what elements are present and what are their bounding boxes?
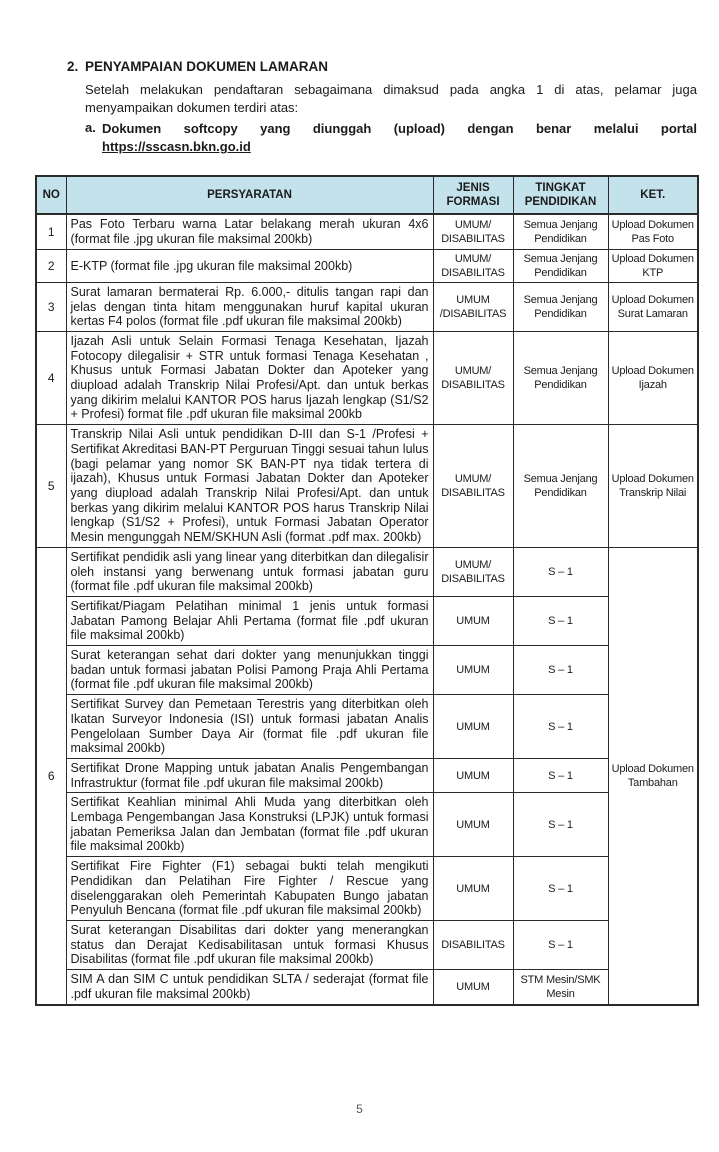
cell-tingkat-pendidikan: S – 1	[513, 646, 608, 695]
table-row-2	[36, 249, 698, 282]
table-row-6-sub-8	[36, 920, 698, 969]
requirements-table	[35, 175, 699, 1006]
cell-jenis-formasi: UMUM	[433, 596, 513, 645]
table-row-6-sub-4	[36, 695, 698, 759]
table-row-5	[36, 425, 698, 548]
table-header-row	[36, 176, 698, 215]
table-row-6-sub-5	[36, 758, 698, 792]
section-heading	[67, 58, 697, 77]
cell-tingkat-pendidikan: S – 1	[513, 920, 608, 969]
list-item-a-text	[102, 120, 697, 157]
table-row-6-sub-1	[36, 547, 698, 596]
table-row-3	[36, 282, 698, 331]
table-row-6-sub-3	[36, 646, 698, 695]
list-item-a-label: a.	[85, 119, 96, 135]
column-header-jenis-formasi: JENIS FORMASI	[433, 176, 513, 215]
cell-tingkat-pendidikan: Semua Jenjang Pendidikan	[513, 249, 608, 282]
cell-persyaratan: Sertifikat pendidik asli yang linear yang diterbitkan dan dilegalisir oleh instansi yang berwenang untuk formasi jabatan guru (format file .pdf ukuran file maksimal 200kb)	[66, 547, 433, 596]
cell-persyaratan: Sertifikat Survey dan Pemetaan Terestris yang diterbitkan oleh Ikatan Surveyor Indonesia (ISI) untuk formasi jabatan Analis Pengelolaan Sumber Daya Air (format file .pdf ukuran file maksimal 200kb)	[66, 695, 433, 759]
cell-jenis-formasi: UMUM	[433, 970, 513, 1005]
cell-ket: Upload Dokumen Pas Foto	[608, 214, 698, 249]
cell-ket: Upload Dokumen Transkrip Nilai	[608, 425, 698, 548]
cell-persyaratan: Sertifikat Fire Fighter (F1) sebagai bukti telah mengikuti Pendidikan dan Pelatihan Fire Fighter / Rescue yang diselenggarakan oleh Pemerintah Kabupaten Bungo jabatan Penyuluh Bencana (format file .pdf ukuran file maksimal 200kb)	[66, 857, 433, 921]
cell-ket: Upload Dokumen Tambahan	[608, 547, 698, 1004]
cell-jenis-formasi: UMUM/ DISABILITAS	[433, 214, 513, 249]
list-item-a	[85, 120, 697, 157]
section-title: PENYAMPAIAN DOKUMEN LAMARAN	[85, 59, 329, 74]
cell-ket: Upload Dokumen Surat Lamaran	[608, 282, 698, 331]
cell-jenis-formasi: UMUM /DISABILITAS	[433, 282, 513, 331]
cell-ket: Upload Dokumen Ijazah	[608, 331, 698, 424]
cell-persyaratan: Transkrip Nilai Asli untuk pendidikan D-III dan S-1 /Profesi + Sertifikat Akreditasi BAN-PT Perguruan Tinggi sesuai tahun lulus (bagi pelamar yang nomor SK BAN-PT nya tidak tertera di ijazah), Khusus untuk Formasi Jabatan Dokter dan Apoteker yang diupload adalah Transkrip Nilai Profesi/Apt. dan untuk berkas yang dikirim melalui KANTOR POS harus Transkrip Nilai lengkap (S1/S2 + Profesi), untuk Formasi Jabatan Operator Mesin mengunggah NEM/SKHUN Asli (format .pdf max. 200kb)	[66, 425, 433, 548]
cell-tingkat-pendidikan: S – 1	[513, 793, 608, 857]
cell-tingkat-pendidikan: S – 1	[513, 857, 608, 921]
page-number: 5	[356, 1102, 363, 1116]
cell-jenis-formasi: UMUM/ DISABILITAS	[433, 547, 513, 596]
cell-jenis-formasi: UMUM	[433, 758, 513, 792]
table-row-6-sub-9	[36, 970, 698, 1005]
cell-no: 1	[36, 214, 66, 249]
column-header-ket: KET.	[608, 176, 698, 215]
cell-persyaratan: E-KTP (format file .jpg ukuran file maksimal 200kb)	[66, 249, 433, 282]
cell-jenis-formasi: UMUM/ DISABILITAS	[433, 249, 513, 282]
cell-persyaratan: Sertifikat/Piagam Pelatihan minimal 1 jenis untuk formasi Jabatan Pamong Belajar Ahli Pertama (format file .pdf ukuran file maksimal 200kb)	[66, 596, 433, 645]
cell-jenis-formasi: UMUM	[433, 793, 513, 857]
column-header-persyaratan: PERSYARATAN	[66, 176, 433, 215]
cell-persyaratan: Surat keterangan sehat dari dokter yang menunjukkan tinggi badan untuk formasi jabatan Polisi Pamong Praja Ahli Pertama (format file .pdf ukuran file maksimal 200kb)	[66, 646, 433, 695]
cell-jenis-formasi: UMUM	[433, 695, 513, 759]
cell-persyaratan: Sertifikat Drone Mapping untuk jabatan Analis Pengembangan Infrastruktur (format file .pdf ukuran file maksimal 200kb)	[66, 758, 433, 792]
cell-persyaratan: Sertifikat Keahlian minimal Ahli Muda yang diterbitkan oleh Lembaga Pengembangan Jasa Konstruksi (LPJK) untuk formasi jabatan Pemeriksa Jalan dan Jembatan (format file .pdf ukuran file maksimal 200kb)	[66, 793, 433, 857]
cell-persyaratan: Surat lamaran bermaterai Rp. 6.000,- ditulis tangan rapi dan jelas dengan tinta hitam menggunakan huruf kapital ukuran kertas F4 polos (format file .pdf ukuran file maksimal 200kb)	[66, 282, 433, 331]
cell-jenis-formasi: UMUM/ DISABILITAS	[433, 425, 513, 548]
cell-no: 2	[36, 249, 66, 282]
item-a-body: Dokumen softcopy yang diunggah (upload) dengan benar melalui portal	[102, 120, 697, 136]
table-row-6-sub-7	[36, 857, 698, 921]
cell-persyaratan: Pas Foto Terbaru warna Latar belakang merah ukuran 4x6 (format file .jpg ukuran file maksimal 200kb)	[66, 214, 433, 249]
cell-tingkat-pendidikan: S – 1	[513, 695, 608, 759]
cell-no: 5	[36, 425, 66, 548]
table-row-6-sub-2	[36, 596, 698, 645]
cell-tingkat-pendidikan: S – 1	[513, 596, 608, 645]
cell-tingkat-pendidikan: S – 1	[513, 547, 608, 596]
cell-tingkat-pendidikan: STM Mesin/SMK Mesin	[513, 970, 608, 1005]
cell-no: 3	[36, 282, 66, 331]
cell-persyaratan: Surat keterangan Disabilitas dari dokter yang menerangkan status dan Derajat Kedisabilitasan untuk formasi Khusus Disabilitas (format file .pdf ukuran file maksimal 200kb)	[66, 920, 433, 969]
section-intro: Setelah melakukan pendaftaran sebagaimana dimaksud pada angka 1 di atas, pelamar juga menyampaikan dokumen terdiri atas:	[85, 81, 697, 116]
cell-persyaratan: Ijazah Asli untuk Selain Formasi Tenaga Kesehatan, Ijazah Fotocopy dilegalisir + STR untuk formasi Tenaga Kesehatan , Khusus untuk Formasi Jabatan Dokter dan Apoteker yang diupload adalah Transkrip Nilai Profesi/Apt. dan untuk berkas yang dikirim melalui KANTOR POS harus Ijazah lengkap (S1/S2 + Profesi) format file .pdf ukuran file maksimal 200kb	[66, 331, 433, 424]
section-number: 2.	[67, 59, 79, 74]
cell-tingkat-pendidikan: Semua Jenjang Pendidikan	[513, 331, 608, 424]
cell-jenis-formasi: DISABILITAS	[433, 920, 513, 969]
cell-jenis-formasi: UMUM	[433, 646, 513, 695]
table-row-6-sub-6	[36, 793, 698, 857]
cell-ket: Upload Dokumen KTP	[608, 249, 698, 282]
cell-tingkat-pendidikan: Semua Jenjang Pendidikan	[513, 214, 608, 249]
column-header-no: NO	[36, 176, 66, 215]
sscasn-portal-link[interactable]: https://sscasn.bkn.go.id	[102, 139, 251, 155]
cell-tingkat-pendidikan: S – 1	[513, 758, 608, 792]
cell-persyaratan: SIM A dan SIM C untuk pendidikan SLTA / sederajat (format file .pdf ukuran file maksimal 200kb)	[66, 970, 433, 1005]
cell-jenis-formasi: UMUM/ DISABILITAS	[433, 331, 513, 424]
column-header-tingkat-pendidikan: TINGKAT PENDIDIKAN	[513, 176, 608, 215]
section-2	[67, 58, 697, 157]
cell-jenis-formasi: UMUM	[433, 857, 513, 921]
table-row-1	[36, 214, 698, 249]
cell-no: 6	[36, 547, 66, 1004]
cell-tingkat-pendidikan: Semua Jenjang Pendidikan	[513, 425, 608, 548]
cell-tingkat-pendidikan: Semua Jenjang Pendidikan	[513, 282, 608, 331]
cell-no: 4	[36, 331, 66, 424]
table-row-4	[36, 331, 698, 424]
